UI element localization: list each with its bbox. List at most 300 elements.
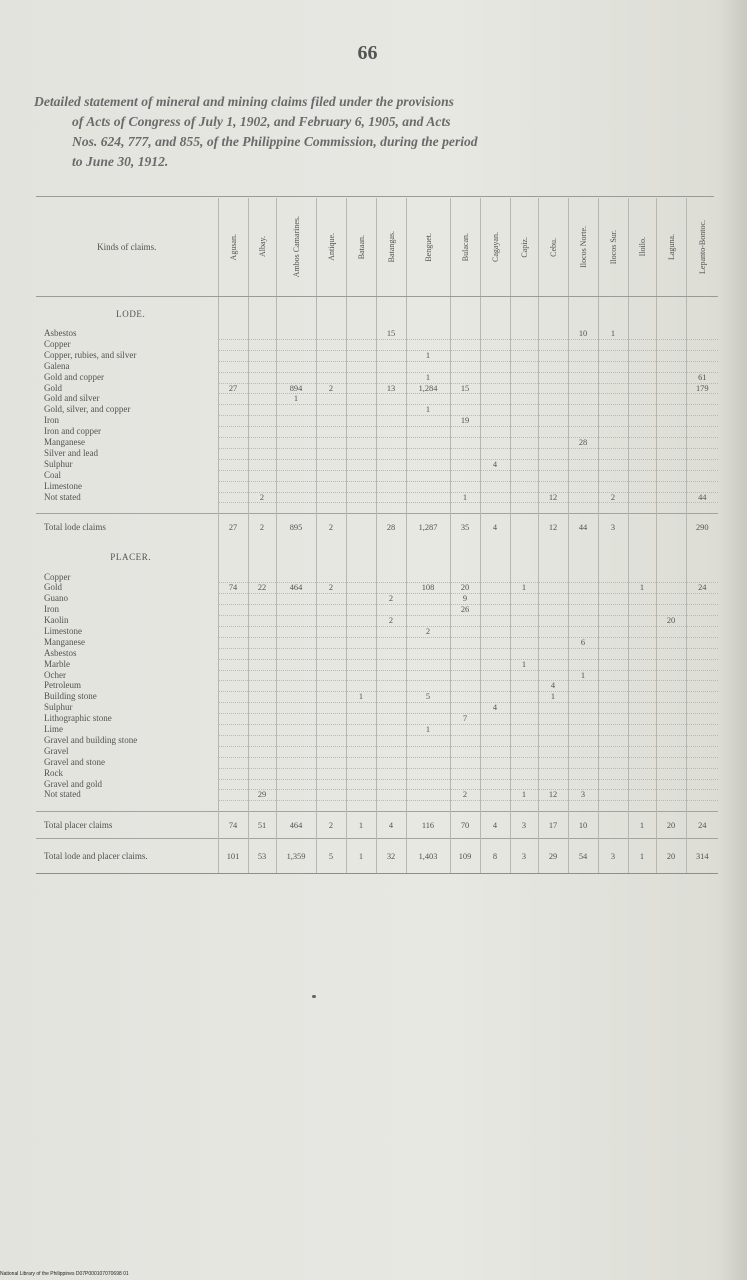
claim-count-cell <box>568 416 598 427</box>
claim-count-cell <box>276 779 316 790</box>
claim-count-cell <box>316 626 346 637</box>
claim-count-cell <box>480 790 510 801</box>
claim-count-cell <box>510 339 538 350</box>
claim-count-cell <box>316 714 346 725</box>
claim-count-cell: 12 <box>538 492 568 503</box>
province-column-header <box>450 198 480 297</box>
claim-count-cell: 4 <box>480 703 510 714</box>
claim-count-cell: 2 <box>598 492 628 503</box>
claim-count-cell <box>406 714 450 725</box>
claim-count-cell <box>480 329 510 339</box>
claim-count-cell <box>538 703 568 714</box>
claim-count-cell <box>538 637 568 648</box>
empty-cell <box>568 540 598 562</box>
claim-count-cell <box>686 659 718 670</box>
claim-kind-label: Petroleum <box>44 680 81 691</box>
total-cell: 27 <box>218 514 248 541</box>
claim-count-cell <box>480 616 510 627</box>
claim-count-cell <box>538 768 568 779</box>
claim-count-cell <box>480 681 510 692</box>
claim-count-cell <box>598 438 628 449</box>
claim-count-cell <box>480 670 510 681</box>
claim-count-cell <box>376 757 406 768</box>
claim-count-cell <box>686 594 718 605</box>
claim-count-cell <box>568 703 598 714</box>
claim-count-cell <box>538 427 568 438</box>
empty-cell <box>346 801 376 812</box>
grand-total-cell: 54 <box>568 839 598 874</box>
claim-count-cell <box>656 405 686 416</box>
empty-cell <box>598 801 628 812</box>
claim-count-cell <box>480 372 510 383</box>
province-name: Lepanto-Bontoc. <box>697 220 707 274</box>
claim-count-cell <box>276 725 316 736</box>
empty-cell <box>628 297 656 320</box>
claim-count-cell <box>686 725 718 736</box>
total-cell: 44 <box>568 514 598 541</box>
claim-kind-label: Gold, silver, and copper <box>44 404 131 415</box>
table-row <box>36 714 718 725</box>
claim-count-cell <box>218 394 248 405</box>
province-column-header <box>276 198 316 297</box>
claim-count-cell <box>248 361 276 372</box>
claim-count-cell <box>656 459 686 470</box>
claim-count-cell <box>656 637 686 648</box>
claim-count-cell <box>406 790 450 801</box>
empty-cell <box>276 319 316 329</box>
empty-cell <box>450 801 480 812</box>
empty-cell <box>538 319 568 329</box>
claim-count-cell <box>628 459 656 470</box>
claim-count-cell <box>656 735 686 746</box>
empty-cell <box>218 801 248 812</box>
claim-count-cell <box>568 350 598 361</box>
claim-count-cell <box>510 605 538 616</box>
table-top-rule <box>36 196 714 197</box>
claim-count-cell <box>346 670 376 681</box>
claim-count-cell <box>568 459 598 470</box>
claim-count-cell <box>628 329 656 339</box>
claim-count-cell <box>316 725 346 736</box>
claim-count-cell <box>628 757 656 768</box>
claim-count-cell <box>628 648 656 659</box>
claim-count-cell <box>406 492 450 503</box>
claim-count-cell: 1 <box>510 583 538 594</box>
claim-count-cell <box>218 459 248 470</box>
empty-cell <box>450 319 480 329</box>
claim-count-cell <box>510 459 538 470</box>
claim-count-cell <box>538 616 568 627</box>
claim-count-cell <box>510 746 538 757</box>
claim-count-cell <box>376 714 406 725</box>
claim-count-cell <box>538 329 568 339</box>
claim-count-cell <box>656 725 686 736</box>
claim-count-cell <box>276 470 316 481</box>
claim-count-cell <box>656 768 686 779</box>
claim-count-cell <box>598 583 628 594</box>
grand-total-cell: 3 <box>598 839 628 874</box>
claim-count-cell <box>406 648 450 659</box>
claim-count-cell <box>568 681 598 692</box>
claim-kind-label: Manganese <box>44 437 85 448</box>
claim-count-cell <box>598 470 628 481</box>
empty-cell <box>218 503 248 514</box>
claim-count-cell <box>248 670 276 681</box>
claim-count-cell <box>510 735 538 746</box>
claim-count-cell <box>686 572 718 582</box>
claim-count-cell <box>628 659 656 670</box>
claim-count-cell: 2 <box>406 626 450 637</box>
claim-count-cell <box>450 670 480 681</box>
claim-count-cell <box>510 448 538 459</box>
claim-count-cell <box>450 779 480 790</box>
section-total-row <box>36 812 718 839</box>
empty-cell <box>376 801 406 812</box>
province-column-header <box>538 198 568 297</box>
claim-count-cell <box>568 448 598 459</box>
claim-count-cell <box>248 605 276 616</box>
table-row <box>36 583 718 594</box>
table-row <box>36 372 718 383</box>
claim-count-cell <box>450 616 480 627</box>
claim-count-cell <box>248 626 276 637</box>
claim-count-cell <box>628 616 656 627</box>
claim-kind-label: Ocher <box>44 670 66 680</box>
claim-count-cell <box>568 735 598 746</box>
claim-count-cell <box>598 361 628 372</box>
claim-count-cell <box>656 626 686 637</box>
claim-count-cell <box>276 329 316 339</box>
claim-count-cell <box>656 416 686 427</box>
claim-count-cell: 27 <box>218 383 248 394</box>
province-column-header <box>480 198 510 297</box>
claim-count-cell <box>346 583 376 594</box>
claim-count-cell <box>598 626 628 637</box>
claim-count-cell <box>598 735 628 746</box>
claim-count-cell <box>656 659 686 670</box>
claim-count-cell <box>376 692 406 703</box>
grand-total-cell: 1 <box>346 839 376 874</box>
claim-count-cell <box>628 692 656 703</box>
claim-count-cell <box>656 339 686 350</box>
claim-count-cell: 15 <box>376 329 406 339</box>
claim-count-cell <box>218 659 248 670</box>
province-column-header <box>316 198 346 297</box>
grand-total-cell: 53 <box>248 839 276 874</box>
claim-count-cell <box>276 572 316 582</box>
total-cell: 4 <box>480 514 510 541</box>
empty-cell <box>276 801 316 812</box>
claim-count-cell <box>276 768 316 779</box>
claim-count-cell <box>598 405 628 416</box>
claim-count-cell <box>686 481 718 492</box>
claim-count-cell <box>276 459 316 470</box>
claim-kind-label: Copper <box>44 572 71 582</box>
claim-count-cell <box>686 405 718 416</box>
total-cell: 24 <box>686 812 718 839</box>
claim-count-cell <box>686 350 718 361</box>
claim-count-cell <box>656 438 686 449</box>
empty-cell <box>510 503 538 514</box>
claim-count-cell <box>510 492 538 503</box>
claim-count-cell <box>568 372 598 383</box>
claim-count-cell <box>450 725 480 736</box>
claim-count-cell <box>480 735 510 746</box>
claim-count-cell <box>628 470 656 481</box>
claim-count-cell <box>480 448 510 459</box>
claim-count-cell <box>628 427 656 438</box>
empty-cell <box>628 562 656 572</box>
claim-count-cell <box>628 637 656 648</box>
claim-count-cell <box>406 757 450 768</box>
spacer-row <box>36 562 718 572</box>
claim-count-cell <box>510 714 538 725</box>
claim-count-cell <box>346 626 376 637</box>
claim-count-cell <box>218 757 248 768</box>
claim-count-cell <box>346 616 376 627</box>
claim-count-cell <box>598 637 628 648</box>
claim-count-cell <box>346 405 376 416</box>
claim-count-cell <box>376 394 406 405</box>
claim-count-cell <box>218 416 248 427</box>
claim-count-cell <box>218 329 248 339</box>
claim-count-cell <box>686 757 718 768</box>
claim-count-cell <box>248 768 276 779</box>
claim-count-cell <box>248 481 276 492</box>
empty-cell <box>510 801 538 812</box>
empty-cell <box>656 540 686 562</box>
claim-count-cell <box>686 648 718 659</box>
province-column-header <box>568 198 598 297</box>
claim-count-cell: 44 <box>686 492 718 503</box>
table-row <box>36 637 718 648</box>
claim-kind-label: Silver and lead <box>44 448 98 458</box>
claim-count-cell <box>218 572 248 582</box>
claim-count-cell <box>598 372 628 383</box>
claim-count-cell <box>218 361 248 372</box>
claim-count-cell <box>316 616 346 627</box>
claim-count-cell: 1 <box>538 692 568 703</box>
claim-count-cell <box>656 692 686 703</box>
empty-cell <box>276 503 316 514</box>
title-line: Nos. 624, 777, and 855, of the Philippine Commission, during the period <box>72 134 478 149</box>
claim-count-cell <box>248 659 276 670</box>
claim-count-cell <box>598 339 628 350</box>
claim-count-cell <box>628 605 656 616</box>
claim-count-cell <box>686 329 718 339</box>
claim-kind-label: Gold and silver <box>44 393 100 404</box>
claim-count-cell <box>248 714 276 725</box>
claim-count-cell <box>248 572 276 582</box>
claim-count-cell: 12 <box>538 790 568 801</box>
claim-count-cell <box>510 372 538 383</box>
claim-count-cell: 464 <box>276 583 316 594</box>
claim-count-cell <box>538 372 568 383</box>
empty-cell <box>656 503 686 514</box>
empty-cell <box>538 540 568 562</box>
claim-count-cell <box>316 757 346 768</box>
claim-count-cell <box>218 637 248 648</box>
empty-cell <box>656 801 686 812</box>
empty-cell <box>376 297 406 320</box>
claim-count-cell <box>568 361 598 372</box>
claim-kind-label: Sulphur <box>44 702 73 713</box>
claim-count-cell <box>218 594 248 605</box>
claim-count-cell <box>656 605 686 616</box>
claim-count-cell <box>480 339 510 350</box>
empty-cell <box>510 297 538 320</box>
claim-count-cell <box>346 594 376 605</box>
claim-count-cell <box>686 470 718 481</box>
claim-kind-label: Gold <box>44 383 62 393</box>
claim-count-cell <box>656 350 686 361</box>
empty-cell <box>538 297 568 320</box>
claim-count-cell <box>480 350 510 361</box>
claim-count-cell <box>686 790 718 801</box>
claim-kind-label: Sulphur <box>44 459 73 469</box>
claim-count-cell <box>510 637 538 648</box>
claim-count-cell: 2 <box>248 492 276 503</box>
empty-cell <box>480 503 510 514</box>
claim-count-cell <box>406 416 450 427</box>
claim-count-cell <box>480 583 510 594</box>
claim-count-cell <box>406 329 450 339</box>
empty-cell <box>568 801 598 812</box>
claim-count-cell <box>510 768 538 779</box>
claim-count-cell <box>406 670 450 681</box>
claim-count-cell <box>568 746 598 757</box>
claim-count-cell <box>316 492 346 503</box>
claim-count-cell <box>656 790 686 801</box>
claim-count-cell <box>316 648 346 659</box>
table-row <box>36 605 718 616</box>
province-name: Batangas. <box>386 231 396 263</box>
claim-count-cell: 15 <box>450 383 480 394</box>
claim-count-cell <box>218 768 248 779</box>
claim-count-cell <box>376 746 406 757</box>
claim-count-cell <box>316 779 346 790</box>
claim-count-cell <box>218 481 248 492</box>
claim-count-cell <box>346 481 376 492</box>
total-cell <box>628 514 656 541</box>
claim-kind-label: Iron and copper <box>44 426 101 437</box>
empty-cell <box>36 562 218 572</box>
claim-count-cell <box>450 448 480 459</box>
claim-count-cell <box>656 572 686 582</box>
claim-count-cell <box>376 779 406 790</box>
empty-cell <box>248 562 276 572</box>
claim-count-cell <box>628 438 656 449</box>
claim-count-cell <box>450 372 480 383</box>
claim-count-cell <box>686 735 718 746</box>
empty-cell <box>480 540 510 562</box>
empty-cell <box>598 540 628 562</box>
claim-count-cell <box>628 746 656 757</box>
claim-count-cell <box>628 372 656 383</box>
claim-count-cell <box>316 339 346 350</box>
empty-cell <box>568 319 598 329</box>
claim-count-cell <box>686 394 718 405</box>
claim-count-cell <box>218 670 248 681</box>
claim-kind-label: Coal <box>44 470 61 480</box>
empty-cell <box>248 503 276 514</box>
empty-cell <box>376 503 406 514</box>
claim-count-cell <box>406 703 450 714</box>
claim-count-cell <box>376 438 406 449</box>
claim-count-cell <box>276 492 316 503</box>
claim-count-cell <box>538 659 568 670</box>
claim-count-cell <box>480 492 510 503</box>
claim-count-cell <box>316 703 346 714</box>
claim-kind-label: Copper, rubies, and silver <box>44 350 137 360</box>
claim-count-cell <box>510 703 538 714</box>
claim-count-cell <box>218 692 248 703</box>
claim-count-cell <box>598 481 628 492</box>
claim-count-cell <box>598 757 628 768</box>
claim-count-cell <box>480 470 510 481</box>
claim-count-cell <box>686 681 718 692</box>
empty-cell <box>510 562 538 572</box>
claim-count-cell <box>510 427 538 438</box>
claim-count-cell <box>248 372 276 383</box>
claim-count-cell <box>248 616 276 627</box>
total-cell: 20 <box>656 812 686 839</box>
claim-count-cell <box>248 757 276 768</box>
total-cell: 2 <box>316 812 346 839</box>
table-row <box>36 350 718 361</box>
claim-count-cell <box>276 735 316 746</box>
claim-count-cell <box>538 339 568 350</box>
claim-count-cell <box>406 339 450 350</box>
empty-cell <box>686 503 718 514</box>
claim-count-cell <box>316 746 346 757</box>
claim-count-cell: 2 <box>376 594 406 605</box>
table-row <box>36 459 718 470</box>
claim-count-cell <box>628 448 656 459</box>
claim-count-cell <box>480 605 510 616</box>
claim-count-cell <box>480 427 510 438</box>
table-row <box>36 670 718 681</box>
claim-count-cell <box>346 746 376 757</box>
claim-count-cell: 179 <box>686 383 718 394</box>
total-cell: 3 <box>598 514 628 541</box>
claim-kind-label: Kaolin <box>44 615 69 626</box>
claim-count-cell <box>346 681 376 692</box>
empty-cell <box>450 562 480 572</box>
claim-count-cell <box>538 405 568 416</box>
province-column-header <box>346 198 376 297</box>
empty-cell <box>406 503 450 514</box>
claim-count-cell <box>376 637 406 648</box>
claim-count-cell <box>656 361 686 372</box>
grand-total-cell: 5 <box>316 839 346 874</box>
claim-count-cell: 20 <box>450 583 480 594</box>
claim-count-cell <box>480 714 510 725</box>
total-cell: 290 <box>686 514 718 541</box>
claim-count-cell <box>276 594 316 605</box>
claim-count-cell <box>218 470 248 481</box>
empty-cell <box>218 319 248 329</box>
claim-count-cell: 3 <box>568 790 598 801</box>
claim-count-cell <box>406 746 450 757</box>
claim-count-cell <box>450 394 480 405</box>
claim-kind-label: Asbestos <box>44 329 77 339</box>
table-row <box>36 626 718 637</box>
claim-count-cell <box>628 339 656 350</box>
table-row <box>36 746 718 757</box>
claim-count-cell <box>406 735 450 746</box>
claim-count-cell <box>656 681 686 692</box>
